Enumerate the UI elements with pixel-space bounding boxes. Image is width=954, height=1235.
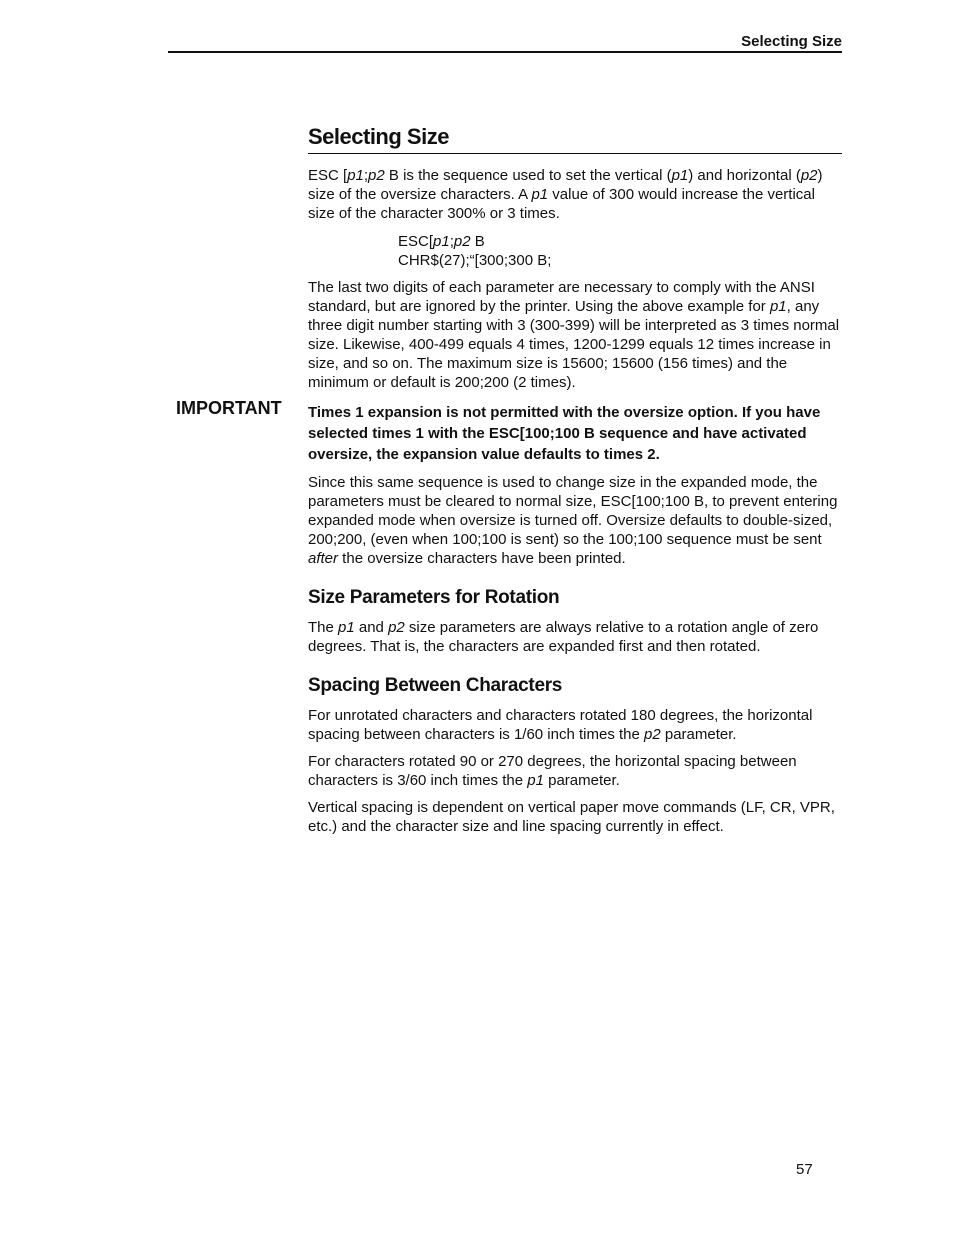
important-label: IMPORTANT bbox=[176, 398, 282, 418]
page-content bbox=[176, 124, 842, 836]
code-example bbox=[398, 232, 842, 270]
section-title: Selecting Size bbox=[308, 124, 842, 154]
spacing-paragraph-1: For unrotated characters and characters rotated 180 degrees, the horizontal spacing between characters is 1/60 inch times the p2 parameter. bbox=[308, 707, 813, 743]
spacing-paragraph-2: For characters rotated 90 or 270 degrees, the horizontal spacing between characters is 3/60 inch times the p1 parameter. bbox=[308, 753, 797, 789]
rotation-paragraph: The p1 and p2 size parameters are always relative to a rotation angle of zero degrees. That is, the characters are expanded first and then rotated. bbox=[308, 619, 819, 655]
ansi-paragraph: The last two digits of each parameter are necessary to comply with the ANSI standard, but are ignored by the printer. Using the above example for p1, any three digit number starting with 3 (300-399) will be interpreted as 3 times normal size. Likewise, 400-499 equals 4 times, 1200-1299 equals 12 times increase in size, and so on. The maximum size is 15600; 15600 (156 times) and the minimum or default is 200;200 (2 times). bbox=[308, 279, 840, 391]
spacing-title: Spacing Between Characters bbox=[308, 675, 563, 696]
code-line-2: CHR$(27);“[300;300 B; bbox=[398, 252, 552, 269]
intro-paragraph: ESC [p1;p2 B is the sequence used to set the vertical (p1) and horizontal (p2) size of the oversize characters. A p1 value of 300 would increase the vertical size of the character 300% or 3 times. bbox=[308, 167, 823, 222]
running-header-title: Selecting Size bbox=[741, 33, 842, 50]
running-header bbox=[168, 32, 842, 53]
spacing-paragraph-3: Vertical spacing is dependent on vertical paper move commands (LF, CR, VPR, etc.) and the character size and line spacing currently in effect. bbox=[308, 799, 835, 835]
expanded-mode-paragraph: Since this same sequence is used to change size in the expanded mode, the parameters must be cleared to normal size, ESC[100;100 B, to prevent entering expanded mode when oversize is turned off. Oversize defaults to double-sized, 200;200, (even when 100;100 is sent) so the 100;100 sequence must be sent after the oversize characters have been printed. bbox=[308, 474, 838, 567]
rotation-title: Size Parameters for Rotation bbox=[308, 587, 560, 608]
important-note bbox=[176, 398, 842, 465]
important-text: Times 1 expansion is not permitted with the oversize option. If you have selected times 1 with the ESC[100;100 B sequence and have activated oversize, the expansion value defaults to times 2. bbox=[308, 404, 821, 463]
code-line-1: ESC[p1;p2 B bbox=[398, 233, 485, 250]
page-number: 57 bbox=[796, 1161, 813, 1178]
